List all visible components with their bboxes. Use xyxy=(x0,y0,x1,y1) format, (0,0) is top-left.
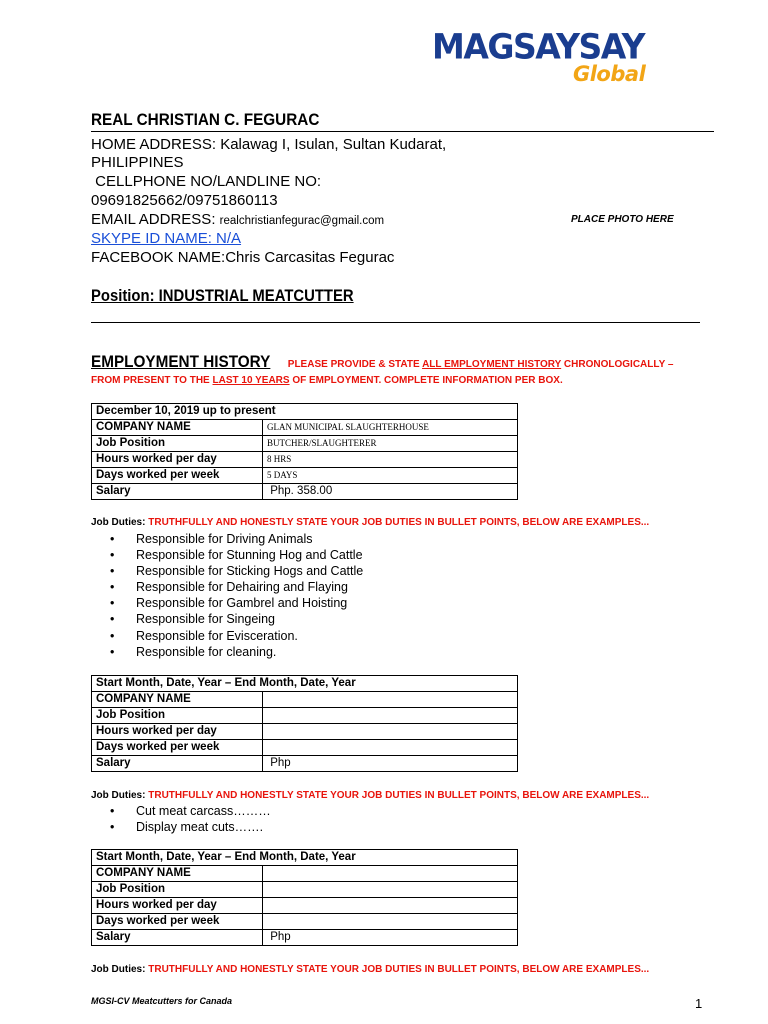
days-label: Days worked per week xyxy=(92,914,263,930)
duty-item: • Responsible for cleaning. xyxy=(108,644,363,660)
duties-instruction: TRUTHFULLY AND HONESTLY STATE YOUR JOB DUTIES IN BULLET POINTS, BELOW ARE EXAMPLES... xyxy=(148,964,650,975)
salary-value: Php xyxy=(263,756,518,772)
duty-item: • Responsible for Stunning Hog and Cattle xyxy=(108,547,363,563)
page-number: 1 xyxy=(695,996,703,1011)
days-value xyxy=(263,914,518,930)
duty-item: • Cut meat carcass……… xyxy=(108,803,271,819)
company-value xyxy=(263,866,518,882)
duty-item: • Responsible for Dehairing and Flaying xyxy=(108,579,363,595)
note-text: PLEASE PROVIDE & STATE xyxy=(285,359,423,370)
hours-label: Hours worked per day xyxy=(92,724,263,740)
company-logo-sub: Global xyxy=(573,62,646,86)
footer-text: MGSI-CV Meatcutters for Canada xyxy=(91,996,233,1006)
hours-value xyxy=(263,898,518,914)
days-value: 5 DAYS xyxy=(263,468,518,484)
job-period: December 10, 2019 up to present xyxy=(92,404,518,420)
salary-value: Php. 358.00 xyxy=(263,484,518,500)
duty-item: • Display meat cuts……. xyxy=(108,819,271,835)
position-value xyxy=(263,708,518,724)
note-text: ALL EMPLOYMENT HISTORY xyxy=(422,359,562,370)
note-text: LAST 10 YEARS xyxy=(212,375,290,386)
duties-list-1 xyxy=(108,531,363,660)
position-label: Job Position xyxy=(92,436,263,452)
duties-label: Job Duties: xyxy=(91,964,149,975)
hours-label: Hours worked per day xyxy=(92,898,263,914)
photo-placeholder: PLACE PHOTO HERE xyxy=(571,214,674,225)
position-value: BUTCHER/SLAUGHTERER xyxy=(263,436,518,452)
salary-label: Salary xyxy=(92,756,263,772)
job-table-1 xyxy=(91,403,518,500)
duty-item: • Responsible for Driving Animals xyxy=(108,531,363,547)
job-duties-2 xyxy=(91,791,649,801)
duty-item: • Responsible for Gambrel and Hoisting xyxy=(108,595,363,611)
salary-value: Php xyxy=(263,930,518,946)
job-table-3 xyxy=(91,849,518,946)
hours-value xyxy=(263,724,518,740)
position-label: Job Position xyxy=(92,882,263,898)
employment-note-line1 xyxy=(285,360,673,370)
company-label: COMPANY NAME xyxy=(92,692,263,708)
duties-label: Job Duties: xyxy=(91,790,149,801)
duty-item: • Responsible for Singeing xyxy=(108,611,363,627)
duties-instruction: TRUTHFULLY AND HONESTLY STATE YOUR JOB DUTIES IN BULLET POINTS, BELOW ARE EXAMPLES... xyxy=(148,517,650,528)
job-period: Start Month, Date, Year – End Month, Date, Year xyxy=(92,676,518,692)
job-duties-1 xyxy=(91,518,649,528)
note-text: OF EMPLOYMENT. COMPLETE INFORMATION PER BOX. xyxy=(289,375,563,386)
skype-link[interactable]: SKYPE ID NAME: N/A xyxy=(91,230,242,247)
hours-label: Hours worked per day xyxy=(92,452,263,468)
company-value xyxy=(263,692,518,708)
days-label: Days worked per week xyxy=(92,468,263,484)
duty-item: • Responsible for Evisceration. xyxy=(108,628,363,644)
hours-value: 8 HRS xyxy=(263,452,518,468)
company-logo: MAGSAYSAY xyxy=(432,26,645,67)
company-label: COMPANY NAME xyxy=(92,866,263,882)
duty-item: • Responsible for Sticking Hogs and Cattle xyxy=(108,563,363,579)
note-text: CHRONOLOGICALLY – xyxy=(561,359,674,370)
divider xyxy=(91,131,714,132)
divider xyxy=(91,322,700,323)
days-value xyxy=(263,740,518,756)
facebook-name: FACEBOOK NAME:Chris Carcasitas Fegurac xyxy=(91,249,395,266)
home-address-line1: HOME ADDRESS: Kalawag I, Isulan, Sultan Kudarat, xyxy=(91,136,447,153)
job-duties-3 xyxy=(91,965,649,975)
home-address-line2: PHILIPPINES xyxy=(91,154,184,171)
position-value xyxy=(263,882,518,898)
job-table-2 xyxy=(91,675,518,772)
position-label: Job Position xyxy=(92,708,263,724)
company-value: GLAN MUNICIPAL SLAUGHTERHOUSE xyxy=(263,420,518,436)
email-row xyxy=(91,212,384,228)
email-value[interactable]: realchristianfegurac@gmail.com xyxy=(219,215,385,227)
company-label: COMPANY NAME xyxy=(92,420,263,436)
note-text: FROM PRESENT TO THE xyxy=(91,375,213,386)
salary-label: Salary xyxy=(92,484,263,500)
duties-instruction: TRUTHFULLY AND HONESTLY STATE YOUR JOB DUTIES IN BULLET POINTS, BELOW ARE EXAMPLES... xyxy=(148,790,650,801)
email-label: EMAIL ADDRESS: xyxy=(91,211,220,228)
employment-note-line2 xyxy=(91,376,563,386)
days-label: Days worked per week xyxy=(92,740,263,756)
employment-history-title: EMPLOYMENT HISTORY xyxy=(91,352,271,371)
applicant-name: REAL CHRISTIAN C. FEGURAC xyxy=(91,110,320,129)
position-title: Position: INDUSTRIAL MEATCUTTER xyxy=(91,287,354,305)
duties-list-2 xyxy=(108,803,271,835)
phone-label: CELLPHONE NO/LANDLINE NO: xyxy=(91,173,322,190)
duties-label: Job Duties: xyxy=(91,517,149,528)
phone-value: 09691825662/09751860113 xyxy=(91,192,278,209)
salary-label: Salary xyxy=(92,930,263,946)
job-period: Start Month, Date, Year – End Month, Date, Year xyxy=(92,850,518,866)
